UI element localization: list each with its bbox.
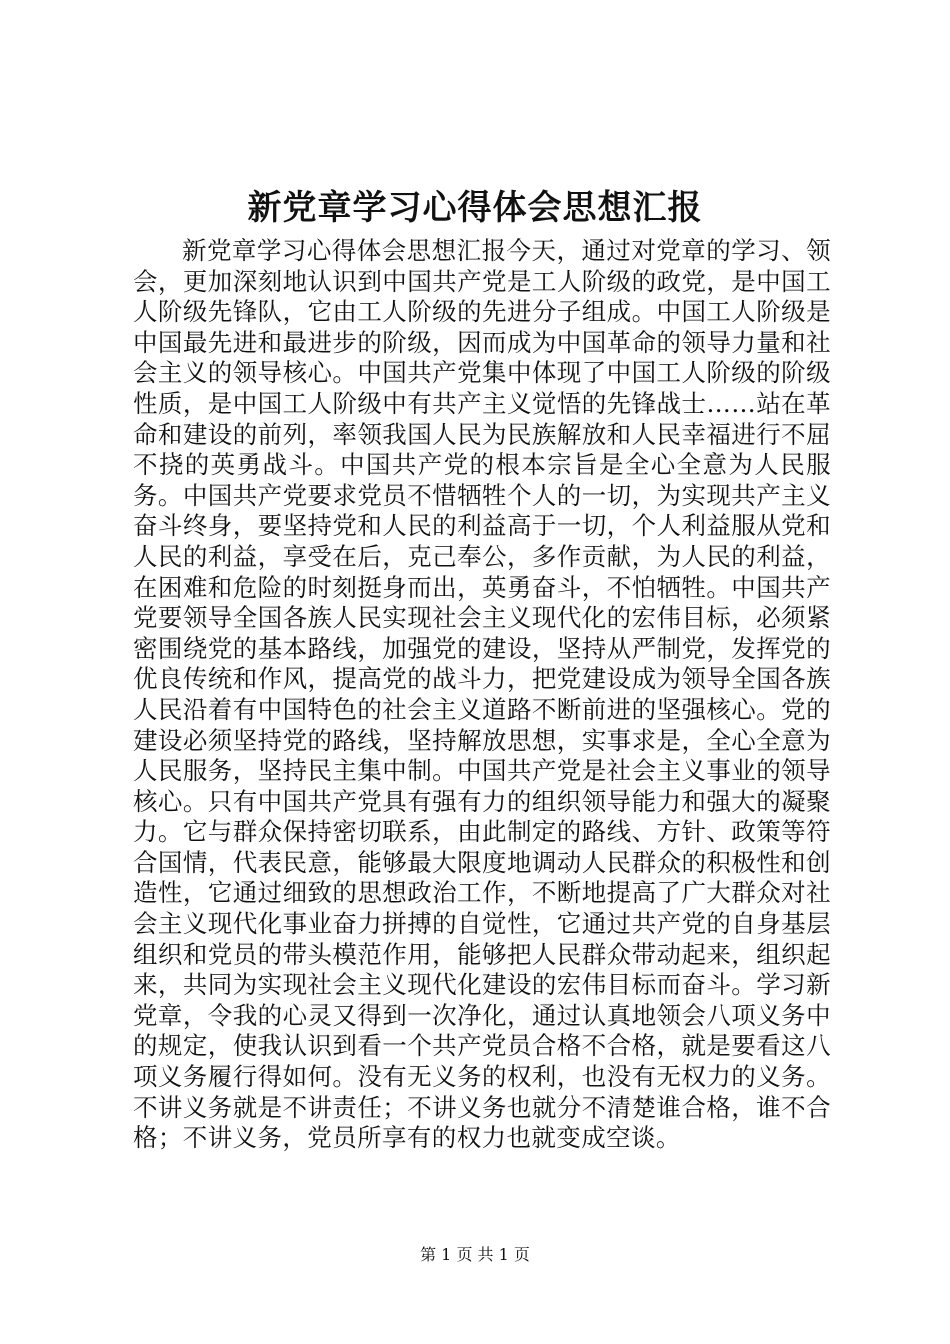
- document-title: 新党章学习心得体会思想汇报: [247, 188, 703, 228]
- page-number-footer: 第 1 页 共 1 页: [420, 1245, 530, 1264]
- document-body: 新党章学习心得体会思想汇报今天，通过对党章的学习、领会，更加深刻地认识到中国共产党是工人阶级的政党，是中国工人阶级先锋队，它由工人阶级的先进分子组成。中国工人阶级是中国最先进和最进步的阶级，因而成为中国革命的领导力量和社会主义的领导核心。中国共产党集中体现了中国工人阶级的阶级性质，是中国工人阶级中有共产主义觉悟的先锋战士……站在革命和建设的前列，率领我国人民为民族解放和人民幸福进行不屈不挠的英勇战斗。中国共产党的根本宗旨是全心全意为人民服务。中国共产党要求党员不惜牺牲个人的一切，为实现共产主义奋斗终身，要坚持党和人民的利益高于一切，个人利益服从党和人民的利益，享受在后，克己奉公，多作贡献，为人民的利益，在困难和危险的时刻挺身而出，英勇奋斗，不怕牺牲。中国共产党要领导全国各族人民实现社会主义现代化的宏伟目标，必须紧密围绕党的基本路线，加强党的建设，坚持从严制党，发挥党的优良传统和作风，提高党的战斗力，把党建设成为领导全国各族人民沿着有中国特色的社会主义道路不断前进的坚强核心。党的建设必须坚持党的路线，坚持解放思想，实事求是，全心全意为人民服务，坚持民主集中制。中国共产党是社会主义事业的领导核心。只有中国共产党具有强有力的组织领导能力和强大的凝聚力。它与群众保持密切联系，由此制定的路线、方针、政策等符合国情，代表民意，能够最大限度地调动人民群众的积极性和创造性，它通过细致的思想政治工作，不断地提高了广大群众对社会主义现代化事业奋力拼搏的自觉性，它通过共产党的自身基层组织和党员的带头模范作用，能够把人民群众带动起来，组织起来，共同为实现社会主义现代化建设的宏伟目标而奋斗。学习新党章，令我的心灵又得到一次净化，通过认真地领会八项义务中的规定，使我认识到看一个共产党员合格不合格，就是要看这八项义务履行得如何。没有无义务的权利，也没有无权力的义务。不讲义务就是不讲责任；不讲义务也就分不清楚谁合格，谁不合格；不讲义务，党员所享有的权力也就变成空谈。: [133, 236, 831, 1153]
